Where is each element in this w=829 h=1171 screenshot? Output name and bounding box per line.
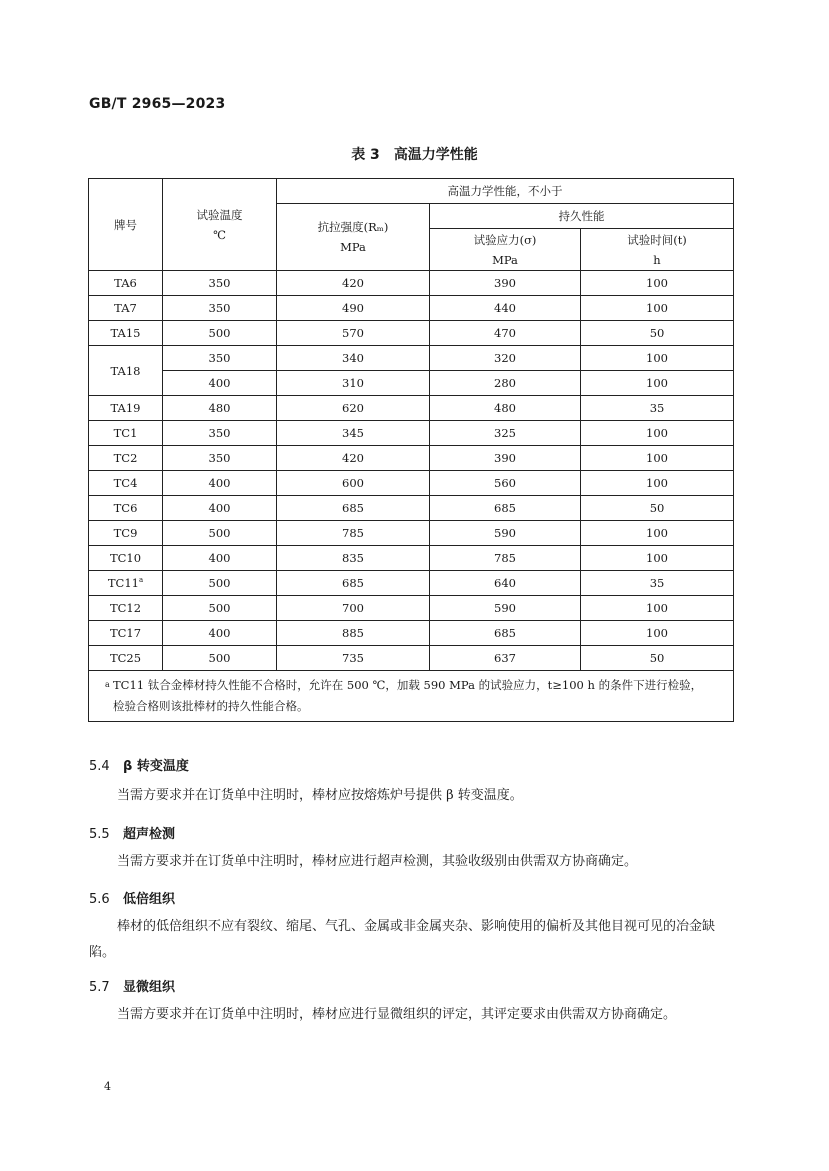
table-row [89,296,734,321]
cell-temp: 350 [163,446,277,471]
table-footnote [89,671,734,722]
table-footnote-row [89,671,734,722]
cell-tensile: 340 [277,346,430,371]
cell-stress: 685 [430,496,581,521]
high-temp-properties-table [88,178,734,722]
cell-tensile: 735 [277,646,430,671]
cell-temp: 480 [163,396,277,421]
section-paragraph-5-4: 当需方要求并在订货单中注明时，棒材应按熔炼炉号提供 β 转变温度。 [117,788,523,803]
cell-grade: TC10 [89,546,163,571]
cell-time: 100 [581,546,734,571]
cell-grade: TC6 [89,496,163,521]
section-heading-5-5 [89,823,175,842]
cell-stress: 637 [430,646,581,671]
cell-stress: 590 [430,596,581,621]
cell-time: 100 [581,271,734,296]
section-paragraph-5-6: 棒材的低倍组织不应有裂纹、缩尾、气孔、金属或非金属夹杂、影响使用的偏析及其他目视可见的冶金缺陷。 [89,919,716,960]
cell-grade: TC11$^a$ [89,571,163,596]
cell-tensile: 345 [277,421,430,446]
cell-time: 100 [581,421,734,446]
cell-tensile: 685 [277,496,430,521]
cell-grade: TA15 [89,321,163,346]
cell-time: 50 [581,646,734,671]
header-grade: 牌号 [89,179,163,271]
cell-temp: 350 [163,296,277,321]
cell-tensile: 885 [277,621,430,646]
cell-temp: 350 [163,346,277,371]
cell-grade: TC17 [89,621,163,646]
cell-tensile: 490 [277,296,430,321]
cell-stress: 785 [430,546,581,571]
cell-temp: 400 [163,621,277,646]
cell-stress: 325 [430,421,581,446]
cell-time: 100 [581,621,734,646]
cell-stress: 280 [430,371,581,396]
cell-grade: TA18 [89,346,163,396]
table-row [89,521,734,546]
cell-stress: 590 [430,521,581,546]
section-heading-5-7 [89,976,175,995]
section-title: 低倍组织 [123,892,176,907]
header-test-temp: 试验温度 ℃ [163,179,277,271]
cell-stress: 480 [430,396,581,421]
header-high-temp-group: 高温力学性能，不小于 [277,179,734,204]
cell-temp: 400 [163,496,277,521]
table-row [89,396,734,421]
cell-tensile: 835 [277,546,430,571]
cell-temp: 500 [163,646,277,671]
cell-tensile: 420 [277,446,430,471]
cell-time: 100 [581,296,734,321]
cell-time: 35 [581,396,734,421]
table-row [89,471,734,496]
header-stress-rupture: 持久性能 [430,204,734,229]
cell-stress: 685 [430,621,581,646]
cell-temp: 400 [163,371,277,396]
section-title: 显微组织 [123,980,176,995]
cell-stress: 560 [430,471,581,496]
table-row [89,271,734,296]
table-caption-number: 表 3 [351,147,380,163]
section-heading-5-6 [89,888,175,907]
cell-tensile: 600 [277,471,430,496]
cell-stress: 390 [430,271,581,296]
cell-time: 100 [581,471,734,496]
table-row [89,496,734,521]
cell-stress: 390 [430,446,581,471]
cell-temp: 500 [163,521,277,546]
cell-grade: TA6 [89,271,163,296]
cell-tensile: 570 [277,321,430,346]
cell-grade: TC1 [89,421,163,446]
section-title: 超声检测 [123,827,176,842]
cell-time: 50 [581,496,734,521]
cell-tensile: 785 [277,521,430,546]
cell-tensile: 620 [277,396,430,421]
cell-stress: 640 [430,571,581,596]
footnote-ref-mark: a [138,576,144,585]
cell-tensile: 420 [277,271,430,296]
table-row [89,446,734,471]
cell-grade: TC9 [89,521,163,546]
cell-temp: 350 [163,271,277,296]
table-row [89,371,734,396]
section-number: 5.5 [89,827,110,842]
cell-time: 100 [581,371,734,396]
footnote-line-2: 检验合格则该批棒材的持久性能合格。 [113,699,309,713]
cell-tensile: 700 [277,596,430,621]
cell-grade: TC2 [89,446,163,471]
cell-stress: 470 [430,321,581,346]
section-heading-5-4 [89,755,189,774]
cell-grade: TC12 [89,596,163,621]
cell-tensile: 685 [277,571,430,596]
cell-tensile: 310 [277,371,430,396]
footnote-mark: a [105,680,110,689]
cell-time: 100 [581,446,734,471]
table-row [89,421,734,446]
header-test-time: 试验时间(t) h [581,229,734,271]
table-row [89,646,734,671]
cell-grade: TA19 [89,396,163,421]
cell-temp: 350 [163,421,277,446]
section-number: 5.7 [89,980,110,995]
cell-grade: TC25 [89,646,163,671]
cell-grade: TC4 [89,471,163,496]
standard-code: GB/T 2965—2023 [89,96,226,112]
cell-time: 100 [581,346,734,371]
table-row [89,546,734,571]
table-caption-title: 高温力学性能 [393,147,478,163]
table-row [89,596,734,621]
section-number: 5.6 [89,892,110,907]
section-title: β 转变温度 [123,759,189,774]
cell-temp: 400 [163,471,277,496]
cell-time: 100 [581,596,734,621]
cell-stress: 320 [430,346,581,371]
cell-stress: 440 [430,296,581,321]
cell-grade: TA7 [89,296,163,321]
section-paragraph-5-7: 当需方要求并在订货单中注明时，棒材应进行显微组织的评定，其评定要求由供需双方协商确定。 [117,1007,677,1022]
cell-time: 100 [581,521,734,546]
cell-temp: 500 [163,321,277,346]
cell-temp: 500 [163,571,277,596]
table-row [89,621,734,646]
cell-time: 35 [581,571,734,596]
table-row [89,321,734,346]
section-paragraph-5-5: 当需方要求并在订货单中注明时，棒材应进行超声检测，其验收级别由供需双方协商确定。 [117,854,638,869]
cell-temp: 400 [163,546,277,571]
table-row [89,346,734,371]
page-number: 4 [104,1080,111,1093]
cell-temp: 500 [163,596,277,621]
table-row [89,571,734,596]
table-caption [0,144,829,164]
header-tensile: 抗拉强度(Rₘ) MPa [277,204,430,271]
cell-time: 50 [581,321,734,346]
footnote-line-1: TC11 钛合金棒材持久性能不合格时，允许在 500 ℃，加载 590 MPa 的试验应力，t≥100 h 的条件下进行检验， [113,678,703,692]
header-test-stress: 试验应力(σ) MPa [430,229,581,271]
section-number: 5.4 [89,759,110,774]
